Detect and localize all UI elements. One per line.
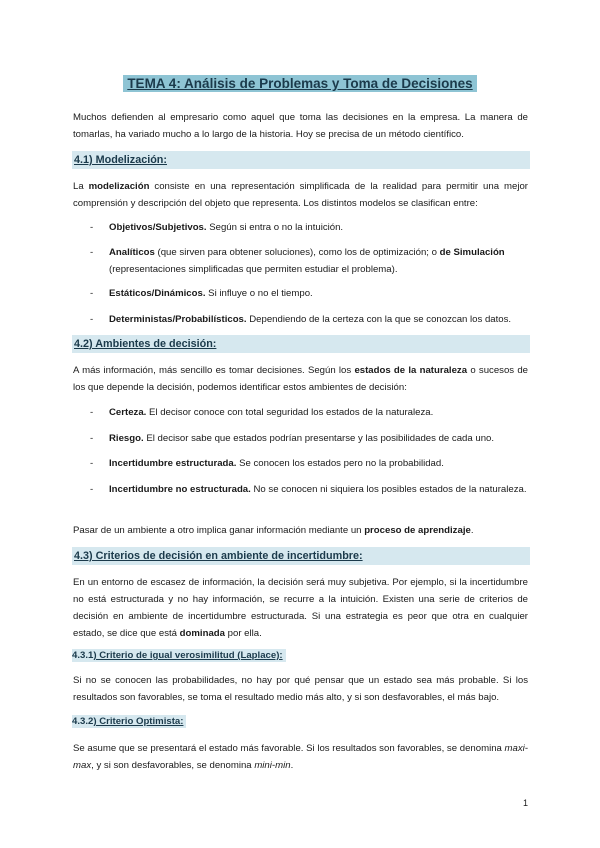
- bold-run: Deterministas/Probabilísticos.: [109, 314, 247, 325]
- section-4-2-paragraph: [73, 362, 528, 396]
- text-run: consiste en una representación simplificada de la realidad para permitir una mejor comprensión y descripción del objeto que representa. Los distintos modelos se clasifican entre:: [73, 181, 528, 209]
- bold-run: Objetivos/Subjetivos.: [109, 222, 207, 233]
- subsection-title: ) Criterio de igual verosimilitud (Laplace):: [93, 650, 283, 661]
- page-number: 1: [522, 798, 528, 808]
- subsection-title: ) Criterio Optimista:: [93, 716, 184, 727]
- text-run: Pasar de un ambiente a otro implica ganar información mediante un: [73, 525, 365, 536]
- text-run: Según si entra o no la intuición.: [206, 222, 344, 233]
- text-run: La: [73, 181, 89, 192]
- section-heading-4-3-text: 4.3) Criterios de decisión en ambiente de incertidumbre:: [74, 550, 363, 562]
- bold-run: proceso de aprendizaje: [364, 525, 471, 536]
- list-dash: -: [90, 484, 94, 495]
- list-item: [90, 455, 528, 472]
- text-run: Se conocen los estados pero no la probabilidad.: [236, 458, 444, 469]
- text-run: El decisor sabe que estados podrían presentarse y las posibilidades de cada uno.: [143, 433, 495, 444]
- list-item: [90, 244, 528, 278]
- bold-run: de Simulación: [439, 247, 505, 258]
- text-run: No se conocen ni siquiera los posibles estados de la naturaleza.: [250, 484, 527, 495]
- italic-run: maxi-max: [73, 743, 528, 771]
- bold-run: Analíticos: [109, 247, 155, 258]
- intro-paragraph: Muchos defienden al empresario como aquel que toma las decisiones en la empresa. La manera de tomarlas, ha variado mucho a lo largo de la historia. Hoy se precisa de un método científico.: [73, 112, 528, 140]
- text-run: Si influye o no el tiempo.: [205, 288, 313, 299]
- bold-run: Estáticos/Dinámicos.: [109, 288, 206, 299]
- list-dash: -: [90, 288, 94, 299]
- list-item: [90, 219, 528, 236]
- bold-run: Riesgo.: [109, 433, 144, 444]
- subsection-4-3-1-paragraph: Si no se conocen las probabilidades, no hay por qué pensar que un estado sea más probable. Si los resultados son favorables, se toma el resultado medio más alto, y si son desfavorables, el más bajo.: [73, 675, 528, 703]
- bold-run: Incertidumbre estructurada.: [109, 458, 237, 469]
- text-run: En un entorno de escasez de información, la decisión será muy subjetiva. Por ejemplo, si la incertidumbre no está estructurada y no hay información, se recurre a la intuición. Existen una serie de criterios de decisión en ambiente de incertidumbre estructurada. Si una estrategia es peor que otra en cualquier estado, se dice que está: [73, 577, 528, 639]
- text-run: (representaciones simplificadas que permiten estudiar el problema).: [109, 264, 398, 275]
- list-dash: -: [90, 247, 94, 258]
- section-heading-4-2-text: 4.2) Ambientes de decisión:: [74, 338, 217, 350]
- text-run: .: [470, 525, 474, 536]
- subsection-heading-4-3-1: [72, 647, 286, 665]
- text-run: .: [290, 760, 294, 771]
- list-dash: -: [90, 407, 94, 418]
- italic-run: mini-min: [254, 760, 291, 771]
- subsection-number: 4.3.1: [72, 650, 94, 661]
- text-run: o sucesos de los que depende la decisión, podemos identificar estos ambientes de decisión:: [73, 365, 529, 393]
- section-4-3-paragraph: [73, 574, 528, 642]
- text-run: (que sirven para obtener soluciones), como los de optimización; o: [154, 247, 440, 258]
- bold-run: modelización: [88, 181, 150, 192]
- subsection-heading-4-3-2: [72, 713, 186, 731]
- list-item: [90, 285, 528, 302]
- list-item: [90, 430, 528, 447]
- list-dash: -: [90, 433, 94, 444]
- subsection-4-3-2-paragraph: [73, 740, 528, 774]
- list-dash: -: [90, 222, 94, 233]
- section-heading-4-1: [72, 151, 530, 169]
- list-item: [90, 404, 528, 421]
- section-4-1-paragraph: [73, 178, 528, 212]
- subsection-number: 4.3.2: [72, 716, 94, 727]
- page-title: TEMA 4: Análisis de Problemas y Toma de Decisiones: [123, 75, 476, 92]
- text-run: Dependiendo de la certeza con la que se conozcan los datos.: [246, 314, 512, 325]
- text-run: El decisor conoce con total seguridad los estados de la naturaleza.: [146, 407, 434, 418]
- text-run: , y si son desfavorables, se denomina: [91, 760, 255, 771]
- list-dash: -: [90, 314, 94, 325]
- list-item: [90, 481, 528, 498]
- text-run: Se asume que se presentará el estado más favorable. Si los resultados son favorables, se denomina: [73, 743, 505, 754]
- section-heading-4-2: [72, 335, 530, 353]
- text-run: por ella.: [224, 628, 262, 639]
- list-dash: -: [90, 458, 94, 469]
- section-heading-4-1-text: 4.1) Modelización:: [74, 154, 167, 166]
- bold-run: Certeza.: [109, 407, 147, 418]
- section-4-2-closing: [73, 522, 528, 539]
- bold-run: estados de la naturaleza: [354, 365, 468, 376]
- section-heading-4-3: [72, 547, 530, 565]
- title-container: [0, 75, 600, 93]
- list-item: [90, 311, 528, 328]
- bold-run: dominada: [179, 628, 225, 639]
- bold-run: Incertidumbre no estructurada.: [109, 484, 251, 495]
- text-run: A más información, más sencillo es tomar decisiones. Según los: [73, 365, 355, 376]
